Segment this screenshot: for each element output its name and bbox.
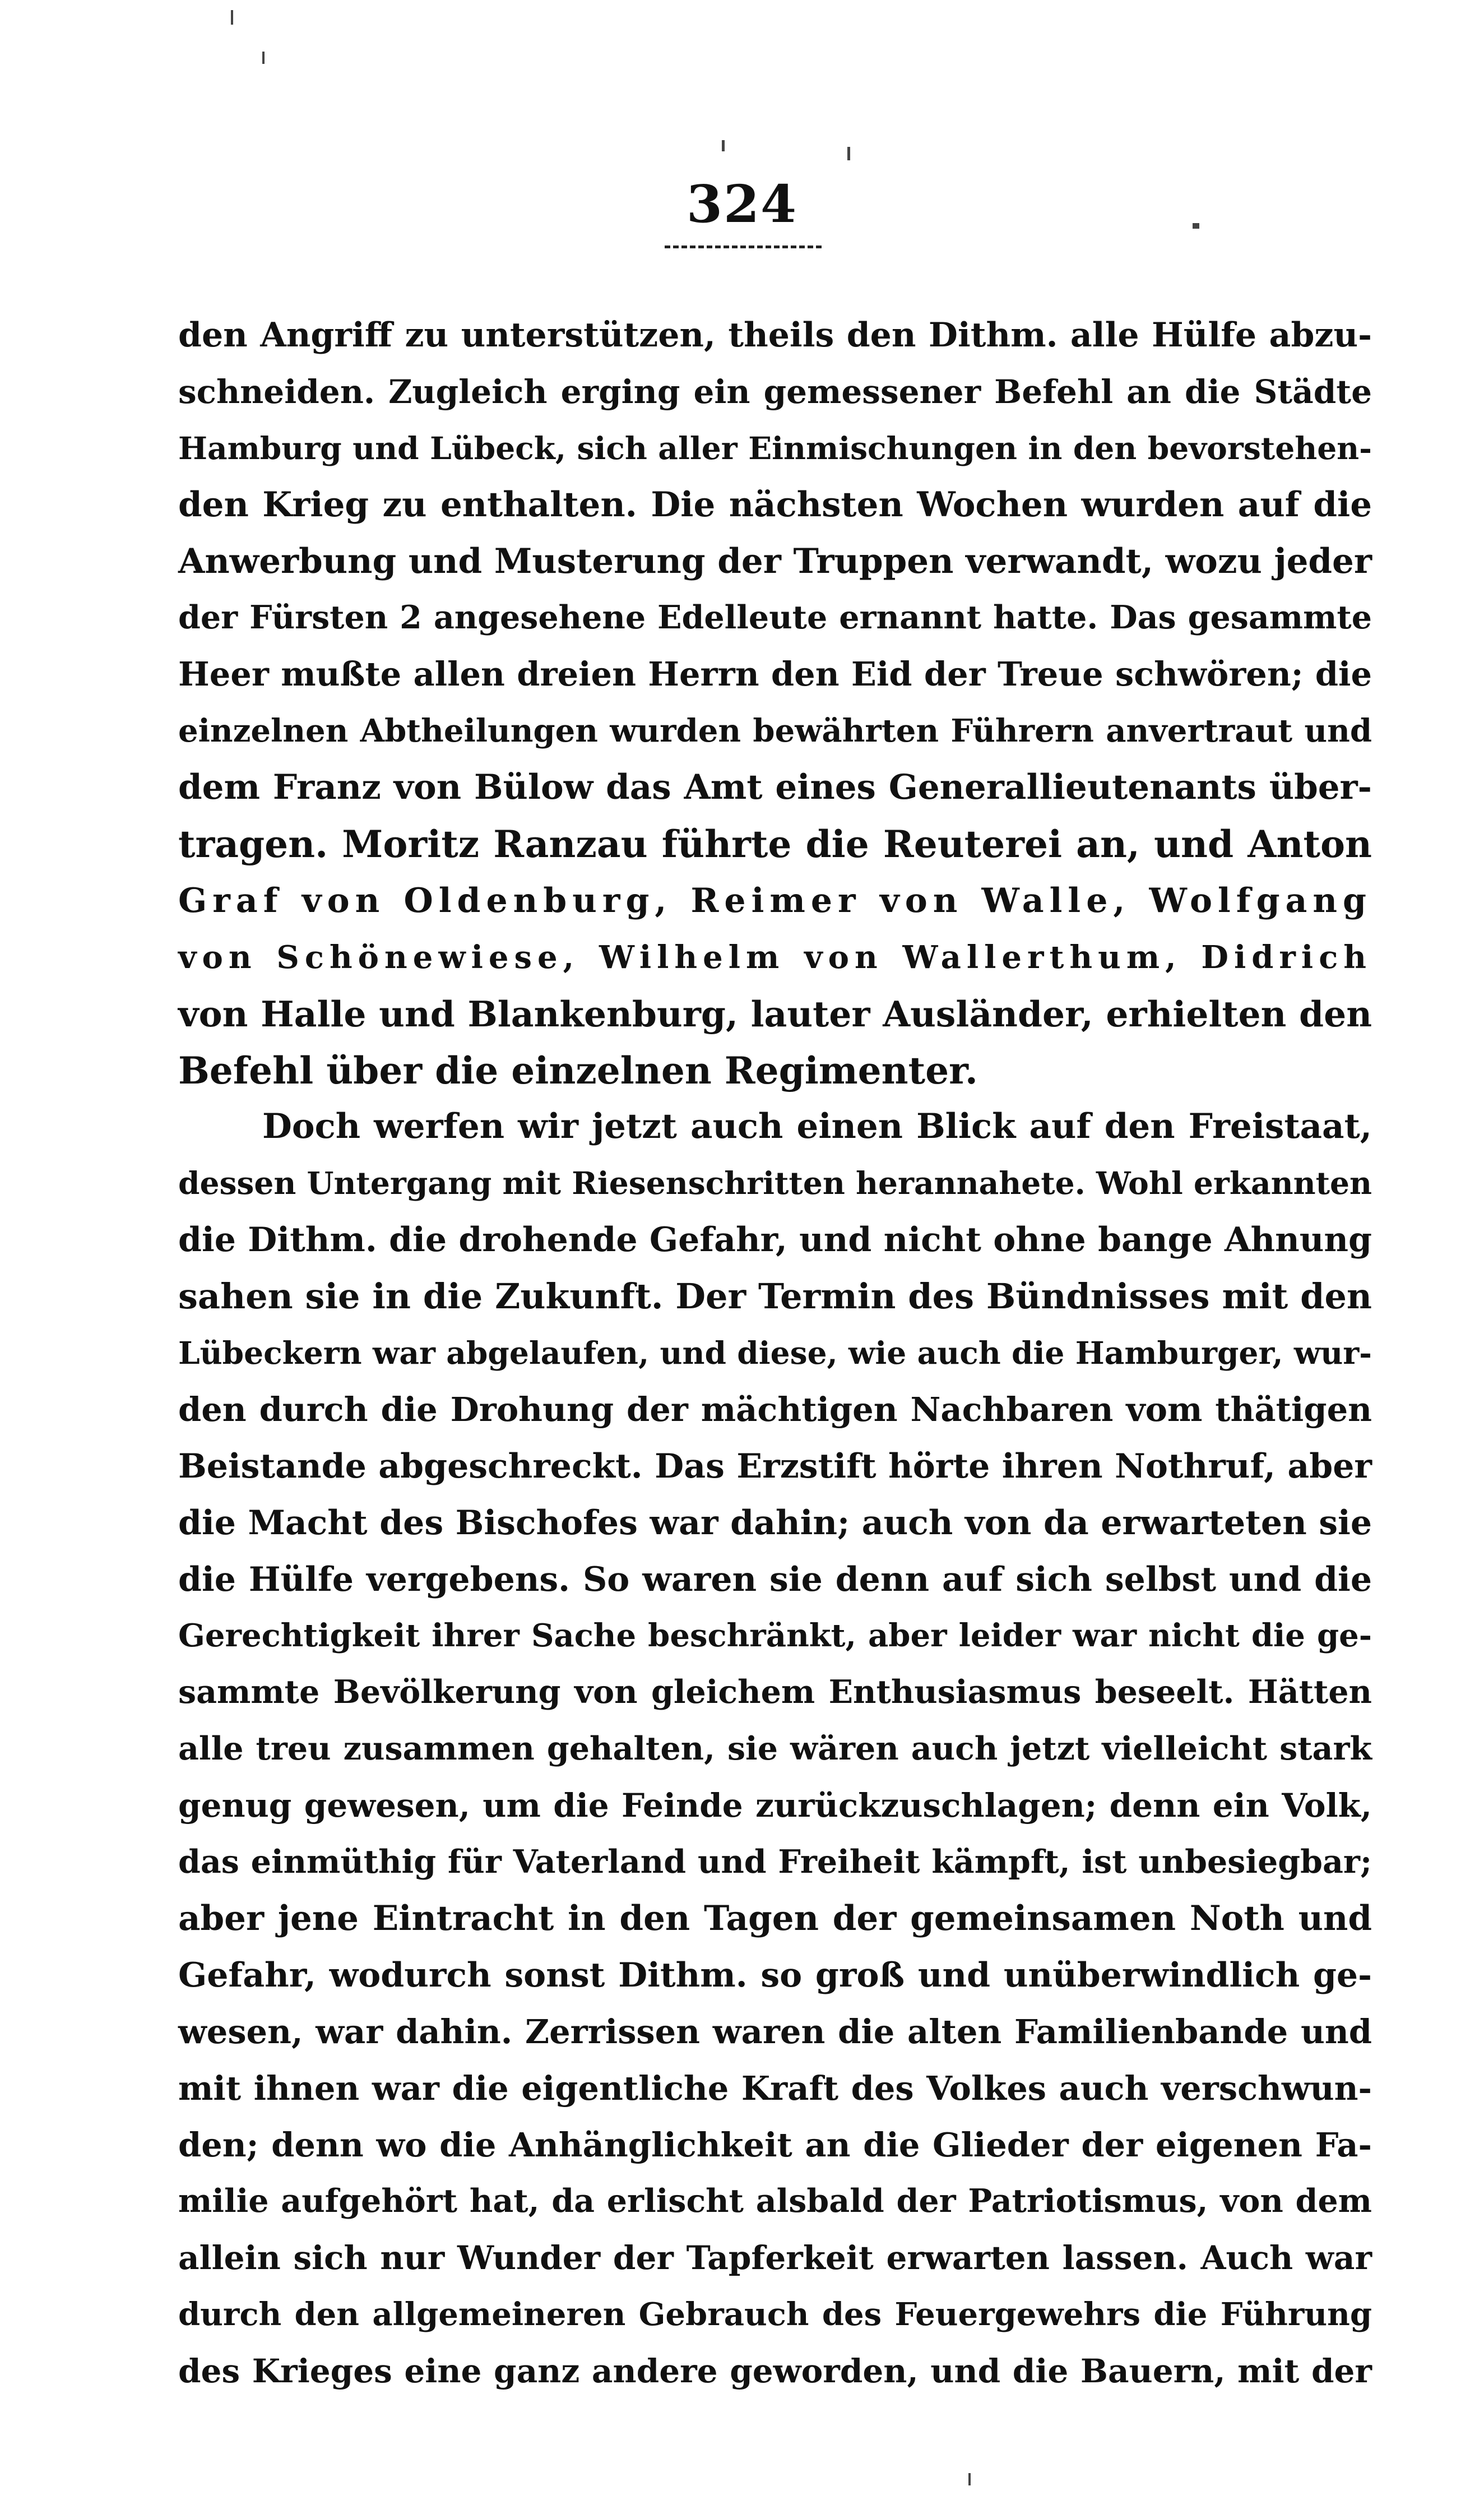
text-line: schneiden. Zugleich erging ein gemessener Befehl an die Städte — [178, 372, 1372, 411]
text-line: dem Franz von Bülow das Amt eines Generallieutenants über- — [178, 767, 1372, 808]
text-line: die Hülfe vergebens. So waren sie denn auf sich selbst und die — [178, 1559, 1372, 1599]
text-line: Befehl über die einzelnen Regimenter. — [178, 1048, 978, 1092]
scan-speck — [722, 140, 725, 151]
text-line: tragen. Moritz Ranzau führte die Reuterei an, und Anton — [178, 822, 1372, 867]
scan-speck — [231, 10, 233, 25]
text-line: den Krieg zu enthalten. Die nächsten Wochen wurden auf die — [178, 484, 1372, 525]
text-line: Heer mußte allen dreien Herrn den Eid der Treue schwören; die — [178, 655, 1372, 694]
text-line: das einmüthig für Vaterland und Freiheit kämpft, ist unbesiegbar; — [178, 1843, 1372, 1881]
text-line: wesen, war dahin. Zerrissen waren die alten Familienbande und — [178, 2012, 1372, 2051]
text-line: milie aufgehört hat, da erlischt alsbald der Patriotismus, von dem — [178, 2182, 1372, 2220]
text-line: der Fürsten 2 angesehene Edelleute ernannt hatte. Das gesammte — [178, 599, 1372, 637]
text-line: sammte Bevölkerung von gleichem Enthusiasmus beseelt. Hätten — [178, 1673, 1372, 1711]
text-line: alle treu zusammen gehalten, sie wären auch jetzt vielleicht stark — [178, 1730, 1372, 1768]
text-line: den; denn wo die Anhänglichkeit an die Glieder der eigenen Fa- — [178, 2125, 1372, 2164]
scan-speck — [847, 147, 850, 160]
text-line: den Angriff zu unterstützen, theils den Dithm. alle Hülfe abzu- — [178, 316, 1372, 355]
text-line: von Schönewiese, Wilhelm von Wallerthum, Didrich — [178, 938, 1372, 976]
text-line: den durch die Drohung der mächtigen Nachbaren vom thätigen — [178, 1390, 1372, 1429]
text-line: Gefahr, wodurch sonst Dithm. so groß und unüberwindlich ge- — [178, 1955, 1372, 1995]
text-line: durch den allgemeineren Gebrauch des Feuergewehrs die Führung — [178, 2296, 1372, 2334]
scan-speck — [262, 52, 265, 64]
text-line: genug gewesen, um die Feinde zurückzuschlagen; denn ein Volk, — [178, 1786, 1372, 1825]
text-line: Hamburg und Lübeck, sich aller Einmischungen in den bevorstehen- — [178, 429, 1372, 466]
text-line: Graf von Oldenburg, Reimer von Walle, Wolfgang — [178, 881, 1372, 920]
text-line: aber jene Eintracht in den Tagen der gemeinsamen Noth und — [178, 1898, 1372, 1938]
text-line: Anwerbung und Musterung der Truppen verwandt, wozu jeder — [178, 541, 1372, 581]
text-line: Beistande abgeschreckt. Das Erzstift hörte ihren Nothruf, aber — [178, 1446, 1372, 1486]
text-line: des Krieges eine ganz andere geworden, und die Bauern, mit der — [178, 2352, 1372, 2391]
text-line: sahen sie in die Zukunft. Der Termin des Bündnisses mit den — [178, 1276, 1372, 1317]
text-line: dessen Untergang mit Riesenschritten herannahete. Wohl erkannten — [178, 1165, 1372, 1202]
text-line: einzelnen Abtheilungen wurden bewährten Führern anvertraut und — [178, 712, 1372, 750]
page-number: 324 — [686, 174, 798, 234]
text-line: Gerechtigkeit ihrer Sache beschränkt, aber leider war nicht die ge- — [178, 1617, 1372, 1655]
text-line: die Dithm. die drohende Gefahr, und nicht ohne bange Ahnung — [178, 1220, 1372, 1260]
text-line: mit ihnen war die eigentliche Kraft des Volkes auch verschwun- — [178, 2068, 1372, 2108]
text-line: Doch werfen wir jetzt auch einen Blick auf den Freistaat, — [262, 1107, 1372, 1147]
scan-speck — [968, 2473, 971, 2485]
header-rule — [665, 246, 822, 248]
text-line: von Halle und Blankenburg, lauter Ausländer, erhielten den — [178, 993, 1372, 1035]
text-line: die Macht des Bischofes war dahin; auch von da erwarteten sie — [178, 1503, 1372, 1543]
body-text — [178, 307, 1372, 2400]
text-line: allein sich nur Wunder der Tapferkeit erwarten lassen. Auch war — [178, 2239, 1372, 2277]
text-line: Lübeckern war abgelaufen, und diese, wie auch die Hamburger, wur- — [178, 1335, 1372, 1372]
